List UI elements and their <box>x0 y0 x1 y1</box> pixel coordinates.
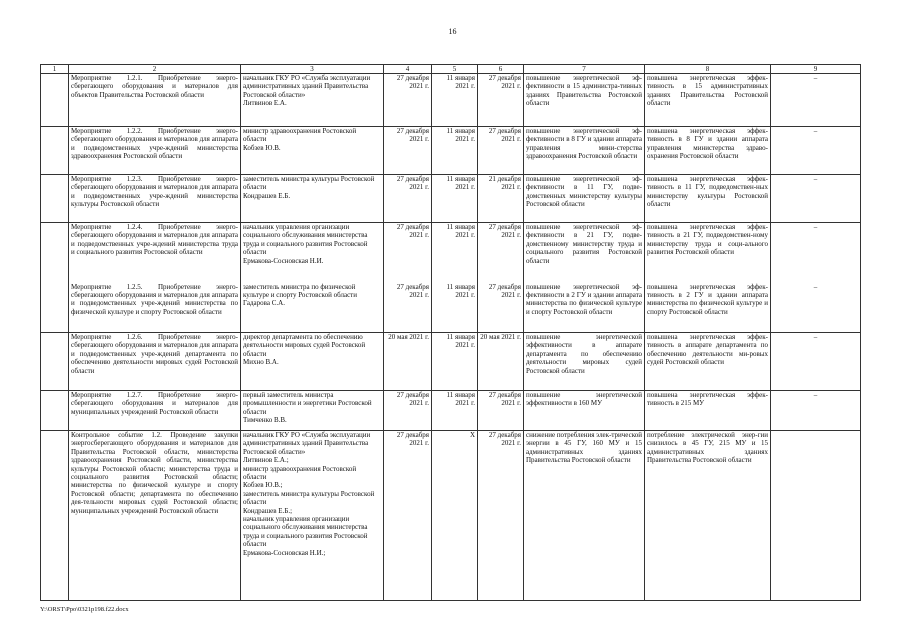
mid-date-cell <box>432 333 478 391</box>
start-date-text: 27 декабря 2021 г. <box>396 223 429 240</box>
effect-text: повышена энергетическая эффек-тивность в 2 ГУ и здании аппарата министерства по физической культуре и спорту Ростовской области <box>647 282 768 316</box>
effect-cell <box>645 333 771 391</box>
event-text: Мероприятие 1.2.5. Приобретение энерго-сберегающего оборудования и материалов для аппарата и подведомственных учре-ждений министерства по физической культуре и спорту Ростовской области <box>71 282 238 316</box>
start-date-cell <box>384 283 432 333</box>
result-cell <box>524 74 645 127</box>
result-cell <box>524 175 645 223</box>
table-row <box>41 391 861 431</box>
event-cell <box>69 127 241 175</box>
num-cell <box>41 175 69 223</box>
start-date-text: 27 декабря 2021 г. <box>396 127 429 144</box>
event-cell <box>69 74 241 127</box>
result-cell <box>524 391 645 431</box>
column-numbers-row <box>41 65 861 74</box>
responsible-text: первый заместитель министра промышленности и энергетики Ростовской области Тимченко В.В. <box>243 391 372 425</box>
start-date-cell <box>384 431 432 601</box>
col9-text: – <box>813 391 818 399</box>
mid-date-cell <box>432 431 478 601</box>
mid-date-text: 11 января 2021 г. <box>446 282 475 299</box>
end-date-text: 21 декабря 2021 г. <box>488 175 521 192</box>
column-number: 1 <box>41 65 69 74</box>
effect-text: повышена энергетическая эффек-тивность в 215 МУ <box>647 391 768 408</box>
end-date-text: 27 декабря 2021 г. <box>488 127 521 144</box>
num-cell <box>41 223 69 283</box>
effect-text: повышена энергетическая эффек-тивность в 8 ГУ и здании аппарата управления министерства здраво-охранения Ростовской области <box>647 127 768 161</box>
result-text: повышение энергетической эф-фективности в 8 ГУ и здании аппарата управления мини-стерства здравоохранения Ростовской области <box>526 127 642 161</box>
event-text: Мероприятие 1.2.3. Приобретение энерго-сберегающего оборудования и материалов для аппарата и подведомственных учре-ждений министерства культуры Ростовской области <box>71 175 238 209</box>
end-date-cell <box>478 74 524 127</box>
file-path-footer: Y:\ORST\Ppo\0321p198.f22.docx <box>40 606 129 613</box>
mid-date-text: 11 января 2021 г. <box>446 333 475 350</box>
mid-date-cell <box>432 74 478 127</box>
event-text: Мероприятие 1.2.4. Приобретение энерго-сберегающего оборудования и материалов для аппарата и подведомственных учре-ждений министерства труда и социального развития Ростовской области <box>71 223 238 257</box>
effect-cell <box>645 283 771 333</box>
col9-text: – <box>813 175 818 183</box>
end-date-cell <box>478 283 524 333</box>
result-text: снижение потребления элек-трической энергии в 45 ГУ, 160 МУ и 15 административных зданиях Правительства Ростовской области <box>526 431 642 465</box>
event-text: Мероприятие 1.2.6. Приобретение энерго-сберегающего оборудования и материалов для аппарата и подведомственных учре-ждений департамента по обеспечению деятельности мировых судей Ростовской области <box>71 333 238 375</box>
effect-cell <box>645 127 771 175</box>
responsible-cell <box>241 175 384 223</box>
end-date-cell <box>478 431 524 601</box>
mid-date-cell <box>432 127 478 175</box>
end-date-text: 20 мая 2021 г. <box>480 333 521 341</box>
num-cell <box>41 391 69 431</box>
effect-cell <box>645 223 771 283</box>
end-date-cell <box>478 175 524 223</box>
end-date-text: 27 декабря 2021 г. <box>488 282 521 299</box>
num-cell <box>41 333 69 391</box>
effect-cell <box>645 431 771 601</box>
mid-date-text: Х <box>469 431 475 439</box>
effect-cell <box>645 175 771 223</box>
start-date-text: 20 мая 2021 г. <box>388 333 429 341</box>
table-row <box>41 223 861 283</box>
responsible-text: заместитель министра по физической культуре и спорту Ростовской области Гадарова С.А. <box>243 282 357 308</box>
end-date-text: 27 декабря 2021 г. <box>488 391 521 408</box>
col9-text: – <box>813 333 818 341</box>
col9-cell <box>771 175 861 223</box>
start-date-text: 27 декабря 2021 г. <box>396 282 429 299</box>
responsible-cell <box>241 223 384 283</box>
num-cell <box>41 127 69 175</box>
mid-date-text: 11 января 2021 г. <box>446 223 475 240</box>
event-cell <box>69 175 241 223</box>
end-date-cell <box>478 127 524 175</box>
event-cell <box>69 283 241 333</box>
event-cell <box>69 333 241 391</box>
result-cell <box>524 127 645 175</box>
result-cell <box>524 333 645 391</box>
column-number: 9 <box>771 65 861 74</box>
result-cell <box>524 283 645 333</box>
col9-cell <box>771 223 861 283</box>
start-date-cell <box>384 127 432 175</box>
num-cell <box>41 74 69 127</box>
end-date-text: 27 декабря 2021 г. <box>488 223 521 240</box>
responsible-text: заместитель министра культуры Ростовской области Кондрашев Е.Б. <box>243 175 375 200</box>
result-text: повышение энергетической эффективности в аппарате департамента по обеспечению деятельности мировых судей Ростовской области <box>526 333 642 375</box>
start-date-cell <box>384 74 432 127</box>
column-number: 4 <box>384 65 432 74</box>
column-number: 2 <box>69 65 241 74</box>
start-date-text: 27 декабря 2021 г. <box>396 431 429 448</box>
event-text: Мероприятие 1.2.2. Приобретение энерго-сберегающего оборудования и материалов для аппарата и подведомственных учре-ждений министерства здравоохранения Ростовской области <box>71 127 238 161</box>
table-row <box>41 74 861 127</box>
mid-date-text: 11 января 2021 г. <box>446 74 475 91</box>
end-date-cell <box>478 223 524 283</box>
col9-text: – <box>813 127 818 135</box>
col9-text: – <box>813 74 818 82</box>
mid-date-cell <box>432 391 478 431</box>
responsible-cell <box>241 127 384 175</box>
result-text: повышение энергетической эф-фективности в 15 администра-тивных зданиях Правительства Ростовской области <box>526 74 642 108</box>
start-date-text: 27 декабря 2021 г. <box>396 175 429 192</box>
result-cell <box>524 431 645 601</box>
column-number: 7 <box>524 65 645 74</box>
effect-text: повышена энергетическая эффек-тивность в 11 ГУ, подведомствен-ных министерству культуры Ростовской области <box>647 175 768 209</box>
effect-cell <box>645 74 771 127</box>
end-date-text: 27 декабря 2021 г. <box>488 431 521 448</box>
mid-date-cell <box>432 283 478 333</box>
start-date-cell <box>384 223 432 283</box>
col9-text: – <box>813 223 818 231</box>
result-text: повышение энергетической эф-фективности в 21 ГУ, подве-домственному министерству труда и социального развития Ростовской области <box>526 223 642 265</box>
mid-date-cell <box>432 175 478 223</box>
result-text: повышение энергетической эффективности в 160 МУ <box>526 391 642 408</box>
table-row <box>41 431 861 601</box>
table-row <box>41 175 861 223</box>
table-row <box>41 333 861 391</box>
end-date-cell <box>478 333 524 391</box>
result-text: повышение энергетической эф-фективности в 11 ГУ, подве-домственных министерству культуры Ростовской области <box>526 175 642 209</box>
responsible-cell <box>241 333 384 391</box>
start-date-cell <box>384 391 432 431</box>
plan-table <box>40 64 861 601</box>
column-number: 3 <box>241 65 384 74</box>
effect-text: повышена энергетическая эффек-тивность в аппарате департамента по обеспечению деятельности ми-ровых судей Ростовской области <box>647 333 768 367</box>
effect-text: потребление электрической энер-гии снизилось в 45 ГУ, 215 МУ и 15 административных зданиях Правительства Ростовской области <box>647 431 768 465</box>
num-cell <box>41 431 69 601</box>
responsible-text: начальник ГКУ РО «Служба эксплуатации административных зданий Правительства Ростовской области» Литвинов Е.А.; министр здравоохранения Ростовской области Кобзев Ю.В.; заместитель министра культуры Ростовской области Кондрашев Е.Б.; начальник управления организации социального обслуживания министерства труда и социального развития Ростовской области Ермакова-Сосновская Н.И.; <box>243 431 375 557</box>
effect-cell <box>645 391 771 431</box>
column-number: 8 <box>645 65 771 74</box>
responsible-text: начальник ГКУ РО «Служба эксплуатации административных зданий Правительства Ростовской области» Литвинов Е.А. <box>243 74 371 108</box>
event-cell <box>69 223 241 283</box>
result-cell <box>524 223 645 283</box>
event-text: Мероприятие 1.2.1. Приобретение энерго-сберегающего оборудования и материалов для объектов Правительства Ростовской области <box>71 74 238 99</box>
responsible-text: директор департамента по обеспечению деятельности мировых судей Ростовской области Михно В.А. <box>243 333 366 367</box>
responsible-cell <box>241 283 384 333</box>
event-text: Контрольное событие 1.2. Проведение закупки энергосберегающего оборудования и материалов для Правительства Ростовской области, министерства здравоохранения Ростовской области, министерства культуры Ростовской области; министерства труда и социального развития Ростовской области; министерства по физической культуре и спорту Ростовской области; департамента по обеспечению дея-тельности мировых судей Ростовской области; муниципальных учреждений Ростовской области <box>71 431 238 515</box>
col9-cell <box>771 127 861 175</box>
table-row <box>41 127 861 175</box>
col9-cell <box>771 74 861 127</box>
result-text: повышение энергетической эф-фективности в 2 ГУ и здании аппарата министерства по физической культуре и спорту Ростовской области <box>526 282 642 316</box>
responsible-cell <box>241 391 384 431</box>
mid-date-cell <box>432 223 478 283</box>
start-date-cell <box>384 175 432 223</box>
responsible-text: министр здравоохранения Ростовской области Кобзев Ю.В. <box>243 127 357 152</box>
end-date-text: 27 декабря 2021 г. <box>488 74 521 91</box>
col9-cell <box>771 333 861 391</box>
start-date-text: 27 декабря 2021 г. <box>396 391 429 408</box>
num-cell <box>41 283 69 333</box>
col9-cell <box>771 283 861 333</box>
mid-date-text: 11 января 2021 г. <box>446 127 475 144</box>
column-number: 5 <box>432 65 478 74</box>
col9-text: – <box>813 282 818 291</box>
responsible-cell <box>241 431 384 601</box>
mid-date-text: 11 января 2021 г. <box>446 391 475 408</box>
event-cell <box>69 391 241 431</box>
column-number: 6 <box>478 65 524 74</box>
responsible-text: начальник управления организации социального обслуживания министерства труда и социального развития Ростовской области Ермакова-Сосновская Н.И. <box>243 223 368 265</box>
start-date-cell <box>384 333 432 391</box>
effect-text: повышена энергетическая эффек-тивность в 21 ГУ, подведомствен-ному министерству труда и соци-ального развития Ростовской области <box>647 223 768 257</box>
effect-text: повышена энергетическая эффек-тивность в 15 административных зданиях Правительства Ростовской области <box>647 74 768 108</box>
table-row <box>41 283 861 333</box>
mid-date-text: 11 января 2021 г. <box>446 175 475 192</box>
event-cell <box>69 431 241 601</box>
event-text: Мероприятие 1.2.7. Приобретение энерго-сберегающего оборудования и материалов для муниципальных учреждений Ростовской области <box>71 391 238 416</box>
responsible-cell <box>241 74 384 127</box>
start-date-text: 27 декабря 2021 г. <box>396 74 429 91</box>
end-date-cell <box>478 391 524 431</box>
page-number: 16 <box>448 27 457 36</box>
col9-cell <box>771 431 861 601</box>
col9-cell <box>771 391 861 431</box>
